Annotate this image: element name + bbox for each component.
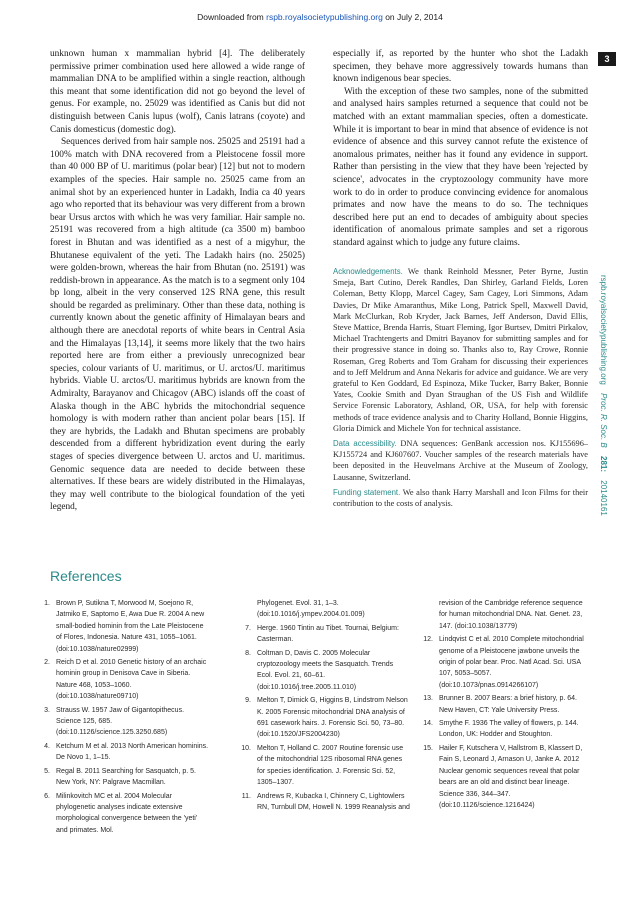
reference-text: Ketchum M et al. 2013 North American hominins. De Novo 1, 1–15. (56, 742, 209, 762)
body-column-left (50, 48, 305, 514)
reference-text: Melton T, Holland C. 2007 Routine forensic use of the mitochondrial 12S ribosomal RNA genes for species identification. J. Forensic Sci. 52, 1305–1307. (257, 744, 404, 787)
download-banner (0, 12, 640, 22)
data-accessibility (333, 438, 588, 483)
reference-number: 14. (423, 720, 433, 728)
reference-text: revision of the Cambridge reference sequence for human mitochondrial DNA. Nat. Genet. 23, 147. (doi:10.1038/13779) (439, 600, 583, 630)
header-site: rspb.royalsocietypublishing.org (599, 275, 608, 385)
references-column-2 (235, 598, 410, 815)
header-journal: Proc. R. Soc. B (599, 393, 608, 448)
reference-number: 3. (44, 706, 50, 714)
references-column-1 (34, 598, 209, 838)
reference-entry (235, 791, 410, 814)
data-accessibility-label: Data accessibility. (333, 439, 397, 449)
reference-number: 10. (241, 744, 251, 752)
header-article: 20140161 (599, 480, 608, 516)
reference-entry (34, 705, 209, 739)
reference-number: 6. (44, 792, 50, 800)
header-volume: 281: (599, 456, 608, 473)
banner-suffix: on July 2, 2014 (382, 12, 443, 22)
reference-entry (417, 634, 592, 691)
body-paragraph: With the exception of these two samples, none of the submitted and analysed hairs samples returned a sequence that could not be matched with an extant mammalian species, often a domesticate. While it is important to bear in mind that absence of evidence is not evidence of absence and this survey cannot refute the existence of anomalous primates, neither has it found any evidence in support. Rather than persisting in the view that they have been 'rejected by science', advocates in the cryptozoology community have more work to do in order to produce convincing evidence for anomalous primates and now have the means to do so. The techniques described here put an end to decades of ambiguity about species identification of anomalous primate samples and set a rigorous standard against which to judge any future claims. (333, 86, 588, 248)
reference-entry (235, 695, 410, 741)
reference-text: Brown P, Sutikna T, Morwood M, Soejono R, Jatmiko E, Saptomo E, Awa Due R. 2004 A new small-bodied hominin from the Late Pleistocene of Flores, Indonesia. Nature 431, 1055–1061. (doi:10.1038/nature02999) (56, 600, 205, 653)
reference-number: 13. (423, 695, 433, 703)
reference-entry (417, 718, 592, 741)
page-number: 3 (598, 52, 616, 66)
reference-text: Hailer F, Kutschera V, Hallstrom B, Klassert D, Fain S, Leonard J, Arnason U, Janke A. 2012 Nuclear genomic sequences reveal that polar bears are an old and distinct bear lineage. Science 336, 344–347. (doi:10.1126/science.1216424) (439, 744, 583, 809)
reference-number: 15. (423, 744, 433, 752)
body-paragraph: Sequences derived from hair sample nos. 25025 and 25191 had a 100% match with DNA recovered from a Pleistocene fossil more than 40 000 BP of U. maritimus (polar bear) [12] but not to modern examples of the species. Hair sample no. 25025 came from an animal shot by an experienced hunter in Ladakh, India ca 40 years ago who reported that its behaviour was very different from a brown bear Ursus arctos with which he was very familiar. Hair sample no. 25191 was recovered from a high altitude (ca 3500 m) bamboo forest in Bhutan and was identified as a nest of a migyhur, the Bhutanese equivalent of the yeti. The Ladakh hairs (no. 25025) were golden-brown, whereas the hair from Bhutan (no. 25191) was reddish-brown in appearance. As the match is to a segment only 104 bp long, albeit in the very conserved 12S RNA gene, this result should be regarded as preliminary. Other than these data, nothing is currently known about the genetic affinity of Himalayan bears and although there are anecdotal reports of white bears in Central Asia and the Himalayas [13,14], it seems more likely that the two hairs reported here are from either a previously unrecognized bear species, colour variants of U. maritimus, or U. arctos/U. maritimus hybrids. Viable U. arctos/U. maritimus hybrids are known from the Admiralty, Barayanov and Chicagov (ABC) islands off the coast of Alaska though in the ABC hybrids the mitochondrial sequence homology is with modern rather than ancient polar bears [15]. If they are hybrids, the Ladakh and Bhutan specimens are probably descended from a different hybridization event during the early stages of species divergence between U. arctos and U. maritimus. Genomic sequence data are needed to decide between these alternatives. If these bears are widely distributed in the Himalayas, they may well contribute to the biological foundation of the yeti legend, (50, 137, 305, 513)
reference-text: Lindqvist C et al. 2010 Complete mitochondrial genome of a Pleistocene jawbone unveils the origin of polar bear. Proc. Natl Acad. Sci. USA 107, 5053–5057. (doi:10.1073/pnas.0914266107) (439, 636, 584, 689)
reference-text: Brunner B. 2007 Bears: a brief history, p. 64. New Haven, CT: Yale University Press. (439, 695, 578, 714)
reference-number: 9. (245, 697, 251, 705)
reference-entry (235, 598, 410, 621)
reference-entry (235, 743, 410, 789)
banner-prefix: Downloaded from (197, 12, 267, 22)
reference-number: 8. (245, 649, 251, 657)
reference-text: Melton T, Dimick G, Higgins B, Lindstrom Nelson K. 2005 Forensic mitochondrial DNA analysis of 691 casework hairs. J. Forensic Sci. 50, 73–80. (doi:10.1520/JFS2004230) (257, 697, 408, 739)
reference-text: Milinkovitch MC et al. 2004 Molecular phylogenetic analyses indicate extensive morphological convergence between the 'yeti' and primates. Mol. (56, 792, 198, 834)
data-accessibility-text: DNA sequences: GenBank accession nos. KJ155696–KJ155724 and KJ607607. Voucher samples of the research materials have been deposited in the Heuvelmans Archive at the Museum of Zoology, Lausanne, Switzerland. (333, 439, 588, 482)
references-column-3 (417, 598, 592, 813)
reference-entry (235, 623, 410, 646)
funding-text: We also thank Harry Marshall and Icon Films for their contribution to the costs of analysis. (333, 487, 588, 509)
reference-number: 4. (44, 742, 50, 750)
reference-entry (417, 743, 592, 811)
banner-link[interactable]: rspb.royalsocietypublishing.org (266, 12, 383, 22)
reference-entry (34, 657, 209, 703)
reference-entry (417, 598, 592, 632)
reference-number: 1. (44, 600, 50, 607)
reference-number: 2. (44, 659, 50, 667)
reference-number: 11. (241, 792, 251, 800)
reference-entry (235, 648, 410, 694)
reference-text: Smythe F. 1936 The valley of flowers, p. 144. London, UK: Hodder and Stoughton. (439, 720, 579, 739)
reference-entry (34, 766, 209, 789)
body-column-right (333, 48, 588, 250)
reference-number (235, 598, 257, 621)
acknowledgements (333, 266, 588, 434)
reference-entry (417, 693, 592, 716)
reference-entry (34, 791, 209, 837)
body-paragraph: especially if, as reported by the hunter who shot the Ladakh specimen, they behave more aggressively towards humans than known indigenous bear species. (333, 49, 588, 85)
reference-entry (34, 741, 209, 764)
reference-number: 12. (423, 636, 433, 644)
reference-text: Regal B. 2011 Searching for Sasquatch, p. 5. New York, NY: Palgrave Macmillan. (56, 767, 196, 787)
acknowledgements-text: We thank Reinhold Messner, Peter Byrne, Justin Smeja, Bart Cutino, Derek Randles, Dan Shirley, Garland Fields, Loren Coleman, Betty Klopp, Marcel Cagey, Sam Cagey, Lori Simmons, Adam Davies, Dr Mike Amaranthus, Mike Long, Patrick Spell, Maxwell David, Mark McClurkan, Rob Kryder, Jack Barnes, Jeff Anderson, David Ellis, Steve Mattice, Brenda Harris, Stuart Fleming, Igor Burtsev, Dmitri Pirkalov, Michael Trachtengerts and Dmitri Bayanov for submitting samples and for their progressive stance in doing so. Thanks also to, Ray Crowe, Ronnie Roseman, Greg Roberts and Tom Graham for discussing their experiences and to Jeff Meldrum and Anna Nekaris for advice and guidance. We are very grateful to Ken Goddard, Ed Espinoza, Mike Tucker, Barry Baker, Bonnie Yates, Cookie Smith and Dyan Straughan of the US Fish and Wildlife Service Forensic Laboratory, Ashland, OR, USA, for help with forensic methods of trace evidence analysis and to Charity Holland, Bonnie Higgins, Gloria Dimick and Michele Yon for technical assistance. (333, 267, 588, 433)
funding-statement (333, 487, 588, 509)
references-heading: References (50, 568, 122, 584)
reference-number (417, 598, 439, 632)
funding-label: Funding statement. (333, 487, 401, 497)
reference-text: Andrews R, Kubacka I, Chinnery C, Lightowlers RN, Turnbull DM, Howell N. 1999 Reanalysis and (257, 792, 410, 811)
reference-number: 5. (44, 767, 50, 775)
acknowledgements-label: Acknowledgements. (333, 267, 403, 276)
back-matter (333, 266, 588, 513)
reference-text: Strauss W. 1957 Jaw of Gigantopithecus. Science 125, 685. (doi:10.1126/science.125.3250.685) (56, 706, 185, 737)
reference-text: Reich D et al. 2010 Genetic history of an archaic hominin group in Denisova Cave in Siberia. Nature 468, 1053–1060. (doi:10.1038/nature09710) (56, 659, 207, 701)
reference-text: Coltman D, Davis C. 2005 Molecular cryptozoology meets the Sasquatch. Trends Ecol. Evol. 21, 60–61. (doi:10.1016/j.tree.2005.11.010) (257, 649, 394, 691)
reference-entry (34, 598, 209, 655)
reference-number: 7. (245, 624, 251, 632)
reference-text: Herge. 1960 Tintin au Tibet. Tournai, Belgium: Casterman. (257, 624, 399, 644)
reference-text: Phylogenet. Evol. 31, 1–3. (doi:10.1016/j.ympev.2004.01.009) (257, 600, 365, 619)
body-paragraph: unknown human x mammalian hybrid [4]. The deliberately permissive primer combination used here allowed a wide range of mammalian DNA to be amplified within a single reaction, although this meant that some identification did not go beyond the level of genus. For example, no. 25029 was identified as Canis but did not distinguish between Canis lupus (wolf), Canis latrans (coyote) and Canis domesticus (domestic dog). (50, 49, 305, 135)
